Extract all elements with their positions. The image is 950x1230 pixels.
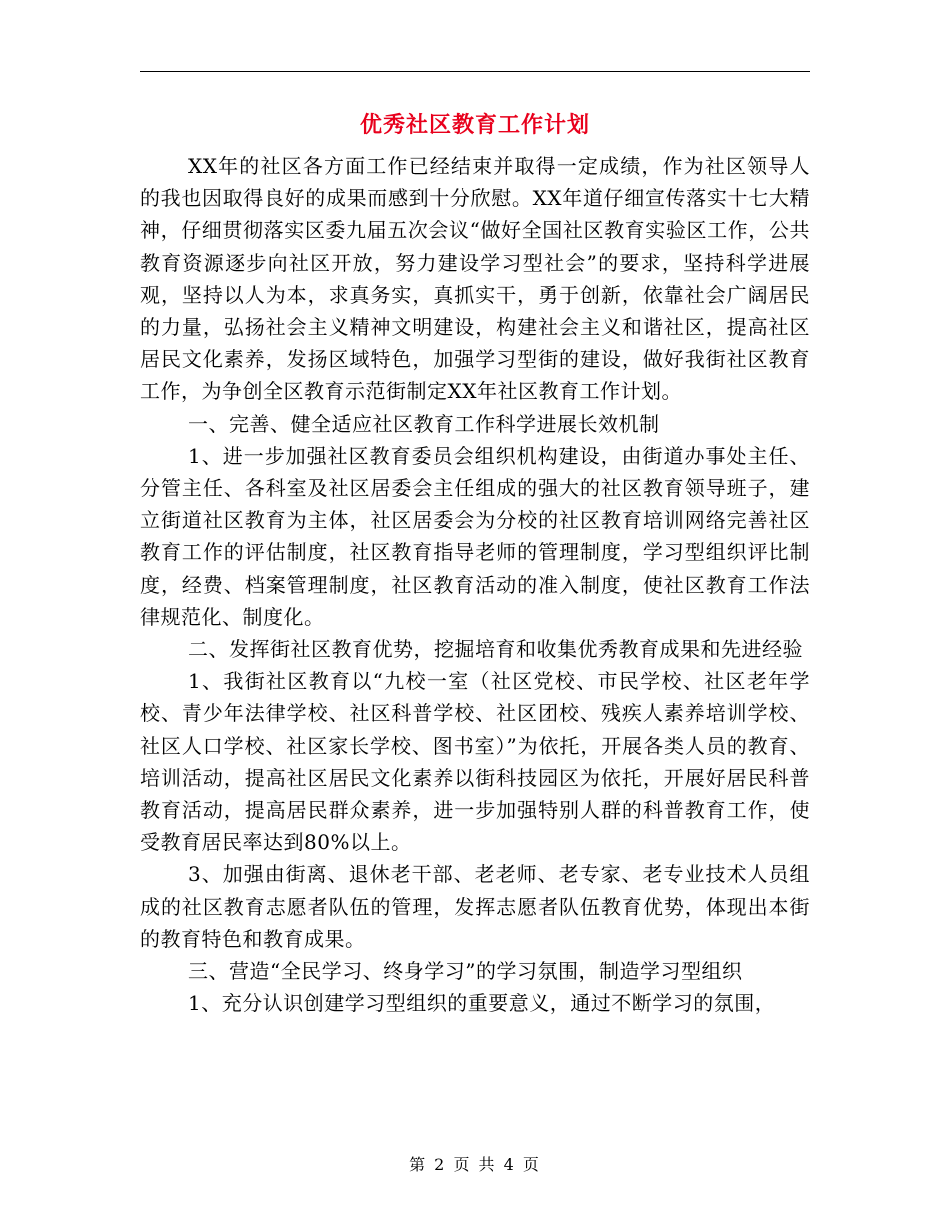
- paragraph-1-1: 1、进一步加强社区教育委员会组织机构建设，由街道办事处主任、分管主任、各科室及社区居委会主任组成的强大的社区教育领导班子，建立街道社区教育为主体，社区居委会为分校的社区教育培训网络完善社区教育工作的评估制度，社区教育指导老师的管理制度，学习型组织评比制度，经费、档案管理制度，社区教育活动的准入制度，使社区教育工作法律规范化、制度化。: [140, 443, 810, 629]
- page-number-footer: 第 2 页 共 4 页: [409, 1155, 541, 1174]
- header-rule: [140, 71, 810, 72]
- intro-paragraph: XX年的社区各方面工作已经结束并取得一定成绩，作为社区领导人的我也因取得良好的成果而感到十分欣慰。XX年道仔细宣传落实十七大精神，仔细贯彻落实区委九届五次会议“做好全国社区教育实验区工作，公共教育资源逐步向社区开放，努力建设学习型社会”的要求，坚持科学进展观，坚持以人为本，求真务实，真抓实干，勇于创新，依靠社会广阔居民的力量，弘扬社会主义精神文明建设，构建社会主义和谐社区，提高社区居民文化素养，发扬区域特色，加强学习型街的建设，做好我街社区教育工作，为争创全区教育示范街制定XX年社区教育工作计划。: [140, 154, 810, 404]
- paragraph-2-1: 1、我街社区教育以“九校一室（社区党校、市民学校、社区老年学校、青少年法律学校、社区科普学校、社区团校、残疾人素养培训学校、社区人口学校、社区家长学校、图书室）”为依托，开展各类人员的教育、培训活动，提高社区居民文化素养以街科技园区为依托，开展好居民科普教育活动，提高居民群众素养，进一步加强特别人群的科普教育工作，使受教育居民率达到80%以上。: [140, 669, 810, 855]
- paragraph-3-1: 1、充分认识创建学习型组织的重要意义，通过不断学习的氛围，: [188, 991, 776, 1016]
- document-body: [140, 150, 810, 1019]
- section-heading-2: 二、发挥街社区教育优势，挖掘培育和收集优秀教育成果和先进经验: [188, 637, 803, 662]
- section-heading-1: 一、完善、健全适应社区教育工作科学进展长效机制: [188, 411, 660, 436]
- paragraph-2-3: 3、加强由街离、退休老干部、老老师、老专家、老专业技术人员组成的社区教育志愿者队伍的管理，发挥志愿者队伍教育优势，体现出本街的教育特色和教育成果。: [140, 862, 810, 951]
- document-title: 优秀社区教育工作计划: [359, 112, 590, 138]
- section-heading-3: 三、营造“全民学习、终身学习”的学习氛围，制造学习型组织: [188, 959, 743, 984]
